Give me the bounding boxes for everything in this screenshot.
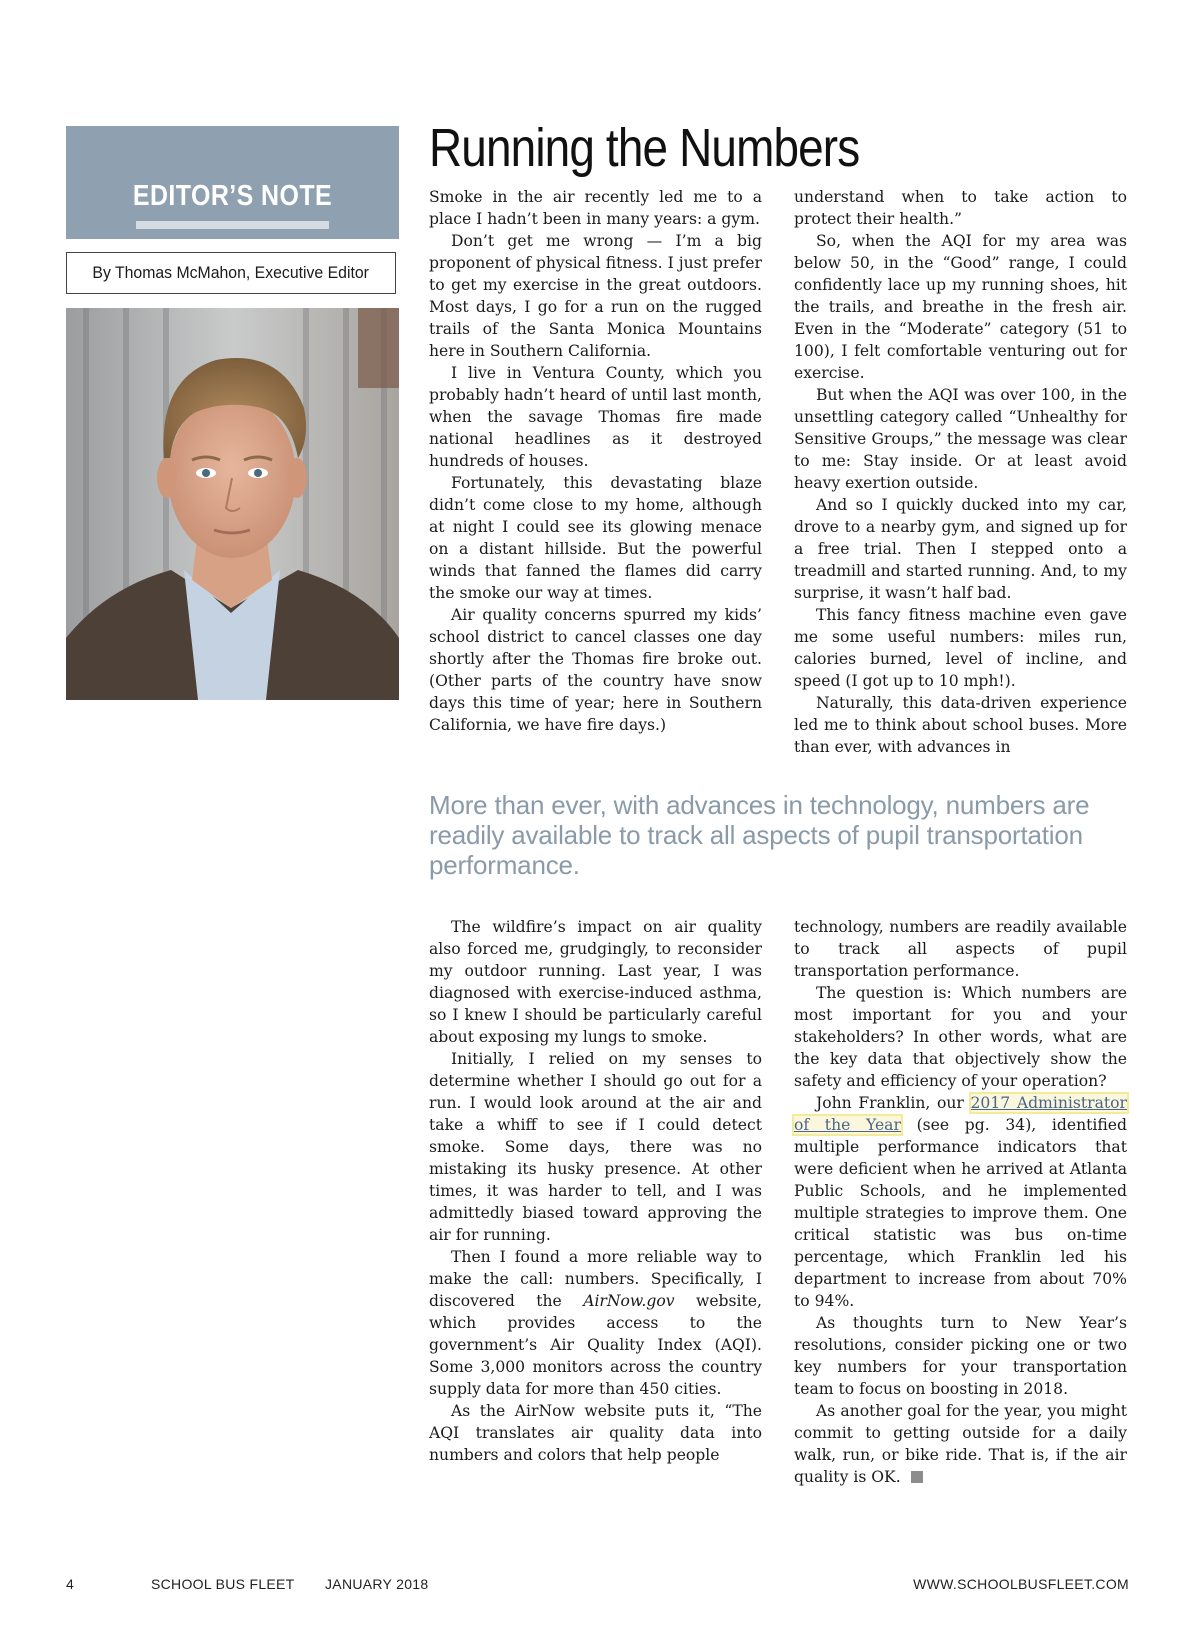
paragraph: Don’t get me wrong — I’m a big proponent of physical fitness. I just prefer to get my exercise in the great outdoors. Most days, I go for a run on the rugged trails of the Santa Monica Mountains here in Southern California. [429,232,762,360]
paragraph: As thoughts turn to New Year’s resolutions, consider picking one or two key numbers for your transportation team to focus on boosting in 2018. [794,1314,1127,1398]
author-photo [66,308,399,700]
section-label-underline [136,221,329,229]
paragraph: Air quality concerns spurred my kids’ school district to cancel classes one day shortly after the Thomas fire broke out. (Other parts of the country have snow days this time of year; here in Southern California, we have fire days.) [429,606,762,734]
page-number: 4 [66,1576,75,1592]
paragraph: Naturally, this data-driven experience led me to think about school buses. More than ever, with advances in [794,694,1127,756]
airnow-site-name: AirNow.gov [583,1292,675,1310]
article-column-1 [429,186,762,736]
paragraph: As the AirNow website puts it, “The AQI translates air quality data into numbers and colors that help people [429,1402,762,1464]
text-run: website, which provides access to the government’s Air Quality Index (AQI). Some 3,000 monitors across the country supply data for more than 450 cities. [429,1292,762,1398]
administrator-of-the-year-link[interactable]: 2017 Administrator of the Year [794,1094,1127,1134]
article-column-2 [794,186,1127,758]
byline-box [66,252,396,294]
publication-name: SCHOOL BUS FLEET [151,1576,295,1592]
paragraph: The wildfire’s impact on air quality also forced me, grudgingly, to reconsider my outdoor running. Last year, I was diagnosed with exercise-induced asthma, so I knew I should be particularly careful about exposing my lungs to smoke. [429,918,762,1046]
paragraph: But when the AQI was over 100, in the unsettling category called “Unhealthy for Sensitive Groups,” the message was clear to me: Stay inside. Or at least avoid heavy exertion outside. [794,386,1127,492]
paragraph: The question is: Which numbers are most important for you and your stakeholders? In other words, what are the key data that objectively show the safety and efficiency of your operation? [794,984,1127,1090]
end-of-article-mark [911,1471,923,1483]
paragraph [429,1246,762,1400]
article-column-3 [429,916,762,1466]
text-run: (see pg. 34), identified multiple performance indicators that were deficient when he arrived at Atlanta Public Schools, and he implemented multiple strategies to improve them. One critical statistic was bus on-time percentage, which Franklin led his department to increase from about 70% to 94%. [794,1116,1127,1310]
section-label: EDITOR’S NOTE [132,180,333,212]
paragraph: Fortunately, this devastating blaze didn’t come close to my home, although at night I could see its glowing menace on a distant hillside. But the powerful winds that fanned the flames did carry the smoke our way at times. [429,474,762,602]
paragraph: Smoke in the air recently led me to a place I hadn’t been in many years: a gym. [429,188,762,228]
paragraph: This fancy fitness machine even gave me some useful numbers: miles run, calories burned, level of incline, and speed (I got up to 10 mph!). [794,606,1127,690]
paragraph: I live in Ventura County, which you probably hadn’t heard of until last month, when the savage Thomas fire made national headlines as it destroyed hundreds of houses. [429,364,762,470]
pull-quote: More than ever, with advances in technology, numbers are readily available to track all aspects of pupil transportation performance. [429,790,1090,880]
headline: Running the Numbers [429,118,860,178]
byline: By Thomas McMahon, Executive Editor [92,263,370,282]
paragraph: So, when the AQI for my area was below 50, in the “Good” range, I could confidently lace up my running shoes, hit the trails, and breathe in the fresh air. Even in the “Moderate” category (51 to 100), I felt comfortable venturing out for exercise. [794,232,1127,382]
paragraph: technology, numbers are readily available to track all aspects of pupil transportation performance. [794,918,1127,980]
paragraph: Initially, I relied on my senses to determine whether I should go out for a run. I would look around at the air and take a whiff to see if I could detect smoke. Some days, there was no mistaking its husky presence. At other times, it was harder to tell, and I was admittedly biased toward approving the air for running. [429,1050,762,1244]
text-run: Then I found a more reliable way to make the call: numbers. Specifically, I discovered the [429,1248,762,1310]
text-run: As another goal for the year, you might commit to getting outside for a daily walk, run, or bike ride. That is, if the air quality is OK. [794,1402,1127,1486]
issue-date: JANUARY 2018 [325,1576,429,1592]
website-url: WWW.SCHOOLBUSFLEET.COM [913,1576,1129,1592]
paragraph [794,1092,1127,1312]
article-column-4 [794,916,1127,1488]
editors-note-banner [66,126,399,239]
paragraph: And so I quickly ducked into my car, drove to a nearby gym, and signed up for a free trial. Then I stepped onto a treadmill and started running. And, to my surprise, it wasn’t half bad. [794,496,1127,602]
paragraph: understand when to take action to protect their health.” [794,188,1127,228]
paragraph [794,1400,1127,1488]
text-run: John Franklin, our [816,1094,964,1112]
